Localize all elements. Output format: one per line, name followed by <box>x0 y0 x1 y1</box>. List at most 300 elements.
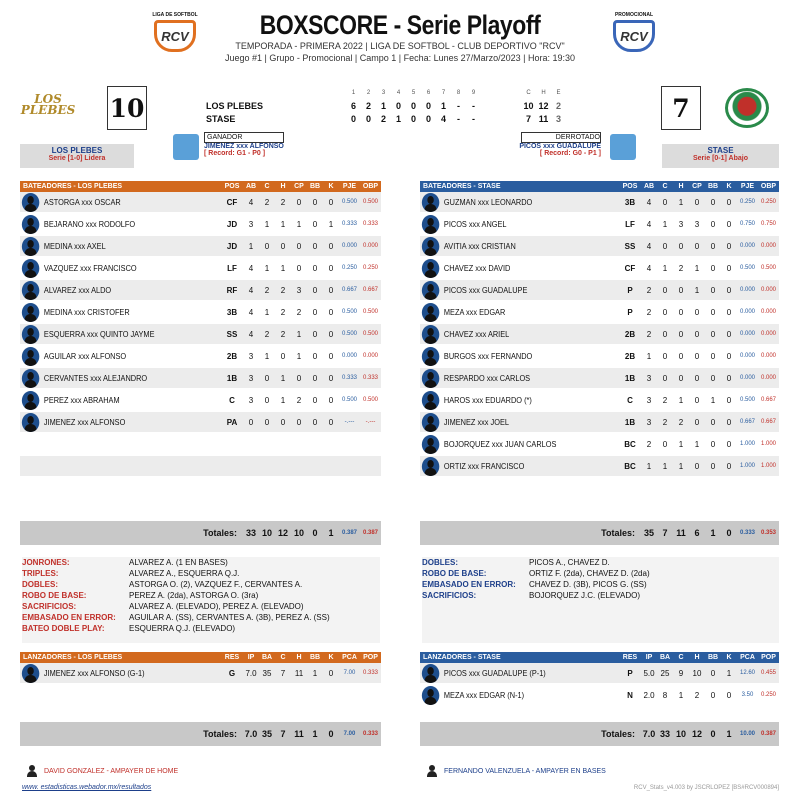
away-batting-table <box>420 181 779 500</box>
stat-cell: JD <box>226 219 238 229</box>
stat-avg: -.--- <box>344 419 355 425</box>
stat-cell: 0 <box>726 329 732 339</box>
player-row <box>420 192 779 214</box>
home-pitching-table <box>20 652 381 707</box>
loser-label: DERROTADO <box>521 132 601 143</box>
stat-cell: 1 <box>264 219 270 229</box>
home-pitching-totals: Totales: 7.0 35 7 11 1 0 7.00 0.333 <box>20 722 381 746</box>
stat-avg: 1.000 <box>739 441 755 447</box>
player-avatar-icon <box>422 369 439 388</box>
stat-line <box>22 612 380 623</box>
stat-cell: 1 <box>280 373 286 383</box>
stat-cell: 1B <box>624 417 636 427</box>
stat-avg: 0.000 <box>739 243 755 249</box>
stat-value: ESQUERRA Q.J. (ELEVADO) <box>129 624 236 633</box>
stat-avg: 1.000 <box>760 441 776 447</box>
stat-cell: LF <box>625 219 635 229</box>
stat-cell: 0 <box>662 197 668 207</box>
away-batting-header: BATEADORES - STASE POS AB C H CP BB K PJE OBP <box>420 181 779 192</box>
stat-cell: 0 <box>312 351 318 361</box>
home-pitching-rows <box>20 663 381 707</box>
stat-cell: 3 <box>248 351 254 361</box>
player-row <box>20 324 381 346</box>
stat-cell: P <box>627 307 633 317</box>
stat-cell: 0 <box>710 690 716 700</box>
stat-cell: 0 <box>264 241 270 251</box>
stat-cell: 2 <box>646 439 652 449</box>
away-pitching-totals: Totales: 7.0 33 10 12 0 1 10.00 0.387 <box>420 722 779 746</box>
player-avatar-icon <box>22 347 39 366</box>
player-avatar-icon <box>22 664 39 683</box>
stat-line <box>422 579 779 590</box>
stat-cell: 0 <box>726 690 732 700</box>
stat-cell: LF <box>227 263 237 273</box>
stat-cell: 35 <box>262 668 272 678</box>
stat-cell: 10 <box>692 668 702 678</box>
season-info: TEMPORADA - PRIMERA 2022 | LIGA DE SOFTBOL - CLUB DEPORTIVO "RCV" <box>235 41 565 51</box>
stat-cell: 2 <box>662 417 668 427</box>
stat-cell: C <box>627 395 633 405</box>
stat-line <box>22 601 380 612</box>
stat-cell: 0 <box>710 373 716 383</box>
loser-box <box>517 132 601 157</box>
home-team-box <box>20 144 134 168</box>
stat-avg: 0.000 <box>341 353 357 359</box>
stat-avg: 0.500 <box>341 309 357 315</box>
stat-avg: 1.000 <box>760 463 776 469</box>
game-info: Juego #1 | Grupo - Promocional | Campo 1 | Fecha: Lunes 27/Marzo/2023 | Hora: 19:30 <box>224 53 576 63</box>
stat-cell: 3 <box>248 395 254 405</box>
stat-cell: 0 <box>678 329 684 339</box>
player-row <box>20 258 381 280</box>
stat-cell: 1 <box>296 219 302 229</box>
player-avatar-icon <box>22 259 39 278</box>
stat-cell: 2 <box>662 395 668 405</box>
stat-cell: 7.0 <box>245 668 257 678</box>
player-row <box>20 214 381 236</box>
stat-cell: 4 <box>646 241 652 251</box>
player-row <box>420 456 779 478</box>
umpire-icon <box>26 765 38 777</box>
league-logo <box>151 12 199 52</box>
loser-record: [ Record: G0 - P1 ] <box>539 150 601 157</box>
promo-logo-caption: PROMOCIONAL <box>614 12 654 18</box>
stat-avg: 0.000 <box>341 243 357 249</box>
stat-cell: 0 <box>726 417 732 427</box>
stat-cell: 0 <box>312 329 318 339</box>
stat-cell: P <box>627 668 633 678</box>
stat-cell: 3 <box>248 373 254 383</box>
stat-cell: 7 <box>280 668 286 678</box>
stat-cell: 25 <box>660 668 670 678</box>
stat-cell: 3 <box>296 285 302 295</box>
stat-line <box>422 590 779 601</box>
stat-cell: 1 <box>710 395 716 405</box>
umpire-icon <box>426 765 438 777</box>
stat-cell: CF <box>226 197 238 207</box>
away-score: 7 <box>661 86 701 130</box>
stat-cell: 1 <box>646 351 652 361</box>
stat-cell: 2 <box>280 307 286 317</box>
stat-cell: 0 <box>710 307 716 317</box>
stat-value: ASTORGA O. (2), VAZQUEZ F., CERVANTES A. <box>129 580 303 589</box>
stat-cell: 1 <box>280 395 286 405</box>
stat-cell: 0 <box>726 285 732 295</box>
player-name: JIMENEZ xxx JOEL <box>420 413 603 432</box>
stat-cell: 2.0 <box>643 690 655 700</box>
stat-cell: 2B <box>624 351 636 361</box>
stat-cell: 1 <box>694 285 700 295</box>
stat-cell: 0 <box>710 263 716 273</box>
stat-value: PEREZ A. (2da), ASTORGA O. (3ra) <box>129 591 259 600</box>
stat-cell: 3 <box>646 373 652 383</box>
stat-cell: G <box>228 668 236 678</box>
player-name: MEDINA xxx CRISTOFER <box>20 303 205 322</box>
stat-cell: 0 <box>662 285 668 295</box>
player-row <box>420 368 779 390</box>
stat-cell: 0 <box>296 197 302 207</box>
stat-cell: 0 <box>312 241 318 251</box>
stat-cell: 0 <box>710 461 716 471</box>
stat-cell: 0 <box>312 307 318 317</box>
player-name: BOJORQUEZ xxx JUAN CARLOS <box>420 435 603 454</box>
stat-cell: 0 <box>726 219 732 229</box>
stat-line <box>22 590 380 601</box>
player-name: MEZA xxx EDGAR (N-1) <box>420 686 603 705</box>
stat-value: ORTIZ F. (2da), CHAVEZ D. (2da) <box>529 569 650 578</box>
stat-cell: 0 <box>662 351 668 361</box>
stat-cell: 2 <box>296 395 302 405</box>
stat-cell: 4 <box>248 285 254 295</box>
player-avatar-icon <box>22 303 39 322</box>
stat-cell: 2 <box>264 197 270 207</box>
stat-avg: 0.000 <box>739 331 755 337</box>
stat-cell: 0 <box>312 219 318 229</box>
stat-avg: 0.667 <box>341 287 357 293</box>
stat-cell: 0 <box>726 461 732 471</box>
player-name: BEJARANO xxx RODOLFO <box>20 215 205 234</box>
stat-cell: 0 <box>248 417 254 427</box>
stat-avg: 0.500 <box>362 199 378 205</box>
stat-avg: 0.000 <box>760 331 776 337</box>
stat-cell: RF <box>226 285 238 295</box>
stat-cell: 0 <box>296 241 302 251</box>
stat-cell: 0 <box>694 241 700 251</box>
stat-avg: 0.000 <box>760 353 776 359</box>
player-name: AGUILAR xxx ALFONSO <box>20 347 205 366</box>
stat-cell: 0 <box>694 417 700 427</box>
player-name: CERVANTES xxx ALEJANDRO <box>20 369 205 388</box>
player-name: CHAVEZ xxx ARIEL <box>420 325 603 344</box>
stat-avg: 0.333 <box>362 375 378 381</box>
stat-cell: 0 <box>264 373 270 383</box>
stat-avg: 0.000 <box>739 375 755 381</box>
stat-line <box>22 579 380 590</box>
stat-cell: BC <box>624 439 636 449</box>
stat-avg: 0.500 <box>739 265 755 271</box>
stat-cell: BC <box>624 461 636 471</box>
winner-record: [ Record: G1 - P0 ] <box>204 150 266 157</box>
stat-cell: 0 <box>280 351 286 361</box>
player-row <box>20 192 381 214</box>
stat-avg: 0.500 <box>362 331 378 337</box>
page-title: BOXSCORE - Serie Playoff <box>259 10 541 40</box>
player-row <box>20 368 381 390</box>
stat-cell: 0 <box>328 241 334 251</box>
stat-cell: 1 <box>328 219 334 229</box>
loser-pitcher-icon <box>610 134 636 160</box>
stat-avg: 0.500 <box>739 397 755 403</box>
player-name: MEDINA xxx AXEL <box>20 237 205 256</box>
player-row <box>20 280 381 302</box>
stat-cell: 1 <box>678 395 684 405</box>
stat-value: AGUILAR A. (SS), CERVANTES A. (3B), PEREZ A. (SS) <box>129 613 330 622</box>
player-avatar-icon <box>22 413 39 432</box>
stat-cell: 4 <box>248 263 254 273</box>
stat-cell: 0 <box>710 351 716 361</box>
stat-label: SACRIFICIOS: <box>422 591 477 600</box>
winner-pitcher-icon <box>173 134 199 160</box>
player-avatar-icon <box>422 303 439 322</box>
stat-line <box>22 623 380 634</box>
stat-avg: 0.000 <box>739 309 755 315</box>
away-team-series: Serie [0-1] Abajo <box>693 155 748 162</box>
player-row <box>420 214 779 236</box>
player-name: VAZQUEZ xxx FRANCISCO <box>20 259 205 278</box>
stat-avg: 0.750 <box>739 221 755 227</box>
stat-cell: 1B <box>226 373 238 383</box>
stat-cell: 0 <box>710 219 716 229</box>
stat-cell: P <box>627 285 633 295</box>
stat-avg: 0.000 <box>760 309 776 315</box>
away-pitching-header: LANZADORES - STASE RES IP BA C H BB K PCA POP <box>420 652 779 663</box>
stat-cell: 2 <box>646 329 652 339</box>
stat-line <box>422 568 779 579</box>
stat-cell: 0 <box>694 373 700 383</box>
umpire-bases: FERNANDO VALENZUELA - AMPAYER EN BASES <box>426 765 606 777</box>
stat-cell: 0 <box>264 417 270 427</box>
stat-avg: 0.000 <box>739 353 755 359</box>
stat-avg: 0.000 <box>760 243 776 249</box>
stat-cell: 3 <box>646 417 652 427</box>
stat-cell: 0 <box>662 373 668 383</box>
stat-cell: 0 <box>296 263 302 273</box>
rcv-logo-left: RCV <box>154 20 196 52</box>
stat-cell: 1B <box>624 373 636 383</box>
rcv-logo-right: RCV <box>613 20 655 52</box>
player-row <box>420 302 779 324</box>
player-avatar-icon <box>422 237 439 256</box>
stat-cell: 0 <box>328 373 334 383</box>
stat-cell: 2 <box>678 417 684 427</box>
stat-cell: 0 <box>694 307 700 317</box>
stat-cell: 2B <box>624 329 636 339</box>
stat-cell: 0 <box>710 285 716 295</box>
player-name: ORTIZ xxx FRANCISCO <box>420 457 603 476</box>
stat-avg: 0.333 <box>362 670 378 676</box>
stat-cell: 4 <box>248 197 254 207</box>
player-name: AVITIA xxx CRISTIAN <box>420 237 603 256</box>
stat-avg: 0.667 <box>362 287 378 293</box>
stat-cell: 0 <box>328 417 334 427</box>
empty-row <box>20 478 381 500</box>
linescore-header: 1 2 3 4 5 6 7 8 9 C H E <box>351 89 561 96</box>
stat-cell: 0 <box>328 668 334 678</box>
stat-avg: 12.60 <box>739 670 755 676</box>
stat-label: ROBO DE BASE: <box>22 591 87 600</box>
stat-cell: 4 <box>248 329 254 339</box>
stat-avg: -.--- <box>365 419 376 425</box>
player-name: GUZMAN xxx LEONARDO <box>420 193 603 212</box>
stat-cell: 3B <box>624 197 636 207</box>
stat-cell: 0 <box>296 373 302 383</box>
stat-cell: 0 <box>710 329 716 339</box>
stat-cell: 2 <box>694 690 700 700</box>
stat-avg: 0.000 <box>739 287 755 293</box>
player-avatar-icon <box>422 457 439 476</box>
stat-cell: 0 <box>726 263 732 273</box>
stat-avg: 0.250 <box>362 265 378 271</box>
linescore <box>206 86 606 125</box>
stat-cell: 0 <box>280 417 286 427</box>
results-link[interactable]: www. estadisticas.webador.mx/resultados <box>22 784 152 791</box>
player-avatar-icon <box>22 325 39 344</box>
stat-cell: 0 <box>678 351 684 361</box>
stat-cell: 0 <box>726 373 732 383</box>
stat-cell: 3 <box>248 219 254 229</box>
stat-cell: C <box>229 395 235 405</box>
stat-cell: 0 <box>662 439 668 449</box>
away-pitching-table <box>420 652 779 707</box>
winner-name: JIMENEZ xxx ALFONSO <box>204 143 284 150</box>
stat-avg: 0.500 <box>341 199 357 205</box>
stat-label: TRIPLES: <box>22 569 59 578</box>
stat-label: EMBASADO EN ERROR: <box>22 613 116 622</box>
stat-value: PICOS A., CHAVEZ D. <box>529 558 610 567</box>
stat-cell: 0 <box>312 285 318 295</box>
player-avatar-icon <box>22 237 39 256</box>
stat-cell: 1 <box>264 263 270 273</box>
stat-avg: 1.000 <box>739 463 755 469</box>
stat-cell: 1 <box>678 439 684 449</box>
stat-avg: 0.333 <box>341 221 357 227</box>
promo-logo <box>610 12 658 52</box>
stat-cell: 1 <box>678 690 684 700</box>
stat-cell: 0 <box>726 241 732 251</box>
stat-cell: 3B <box>226 307 238 317</box>
stat-avg: 0.500 <box>362 309 378 315</box>
stat-cell: 0 <box>662 329 668 339</box>
player-avatar-icon <box>422 281 439 300</box>
stat-cell: 1 <box>296 329 302 339</box>
stat-cell: 0 <box>694 351 700 361</box>
player-name: BURGOS xxx FERNANDO <box>420 347 603 366</box>
player-row <box>420 324 779 346</box>
stat-label: SACRIFICIOS: <box>22 602 77 611</box>
home-team-logo: LOS PLEBES <box>20 92 76 117</box>
stat-cell: 1 <box>264 351 270 361</box>
player-avatar-icon <box>422 435 439 454</box>
player-row <box>20 412 381 434</box>
stat-cell: 4 <box>646 219 652 229</box>
stat-cell: 2 <box>280 197 286 207</box>
player-avatar-icon <box>22 193 39 212</box>
stat-cell: 3 <box>694 219 700 229</box>
home-team-name: LOS PLEBES <box>51 146 103 155</box>
stat-cell: 1 <box>678 197 684 207</box>
stat-cell: 1 <box>280 263 286 273</box>
stat-avg: 0.333 <box>362 221 378 227</box>
stat-cell: 0 <box>726 439 732 449</box>
player-name: ASTORGA xxx OSCAR <box>20 193 205 212</box>
player-row <box>420 346 779 368</box>
stat-cell: 0 <box>264 395 270 405</box>
empty-row <box>20 434 381 456</box>
stat-cell: 0 <box>694 461 700 471</box>
player-name: ESQUERRA xxx QUINTO JAYME <box>20 325 205 344</box>
player-avatar-icon <box>22 369 39 388</box>
player-row <box>420 412 779 434</box>
player-avatar-icon <box>422 686 439 705</box>
player-row <box>420 258 779 280</box>
player-avatar-icon <box>22 281 39 300</box>
stat-cell: 4 <box>248 307 254 317</box>
stat-cell: 1 <box>678 461 684 471</box>
stat-avg: 0.500 <box>362 397 378 403</box>
stat-cell: JD <box>226 241 238 251</box>
stat-cell: 2 <box>280 329 286 339</box>
stat-cell: 1 <box>662 461 668 471</box>
player-avatar-icon <box>422 215 439 234</box>
stat-avg: 0.667 <box>739 419 755 425</box>
stat-cell: 1 <box>646 461 652 471</box>
player-name: PEREZ xxx ABRAHAM <box>20 391 205 410</box>
stat-cell: 0 <box>726 197 732 207</box>
away-batting-totals: Totales: 35 7 11 6 1 0 0.333 0.353 <box>420 521 779 545</box>
stat-avg: 0.500 <box>760 265 776 271</box>
player-row <box>420 236 779 258</box>
stat-cell: 1 <box>312 668 318 678</box>
stat-avg: 7.00 <box>343 670 356 676</box>
stat-cell: 0 <box>662 307 668 317</box>
stat-cell: 2B <box>226 351 238 361</box>
home-batting-table <box>20 181 381 500</box>
home-batting-totals: Totales: 33 10 12 10 0 1 0.387 0.387 <box>20 521 381 545</box>
stat-value: CHAVEZ D. (3B), PICOS G. (SS) <box>529 580 647 589</box>
stat-cell: 0 <box>678 307 684 317</box>
stat-avg: 0.500 <box>341 331 357 337</box>
player-row <box>20 236 381 258</box>
stat-cell: 3 <box>678 219 684 229</box>
player-avatar-icon <box>422 259 439 278</box>
stat-cell: 0 <box>678 241 684 251</box>
player-row <box>20 346 381 368</box>
league-logo-caption: LIGA DE SOFTBOL <box>152 12 198 18</box>
winner-label: GANADOR <box>204 132 284 143</box>
stat-cell: 1 <box>694 439 700 449</box>
player-name: PICOS xxx ANGEL <box>420 215 603 234</box>
stat-cell: 0 <box>328 263 334 273</box>
stat-value: BOJORQUEZ J.C. (ELEVADO) <box>529 591 640 600</box>
player-name: ALVAREZ xxx ALDO <box>20 281 205 300</box>
player-name: MEZA xxx EDGAR <box>420 303 603 322</box>
stat-cell: 0 <box>280 241 286 251</box>
player-avatar-icon <box>422 664 439 683</box>
stat-line <box>22 568 380 579</box>
stat-cell: 0 <box>312 373 318 383</box>
stat-cell: 1 <box>280 219 286 229</box>
stat-cell: 0 <box>710 668 716 678</box>
